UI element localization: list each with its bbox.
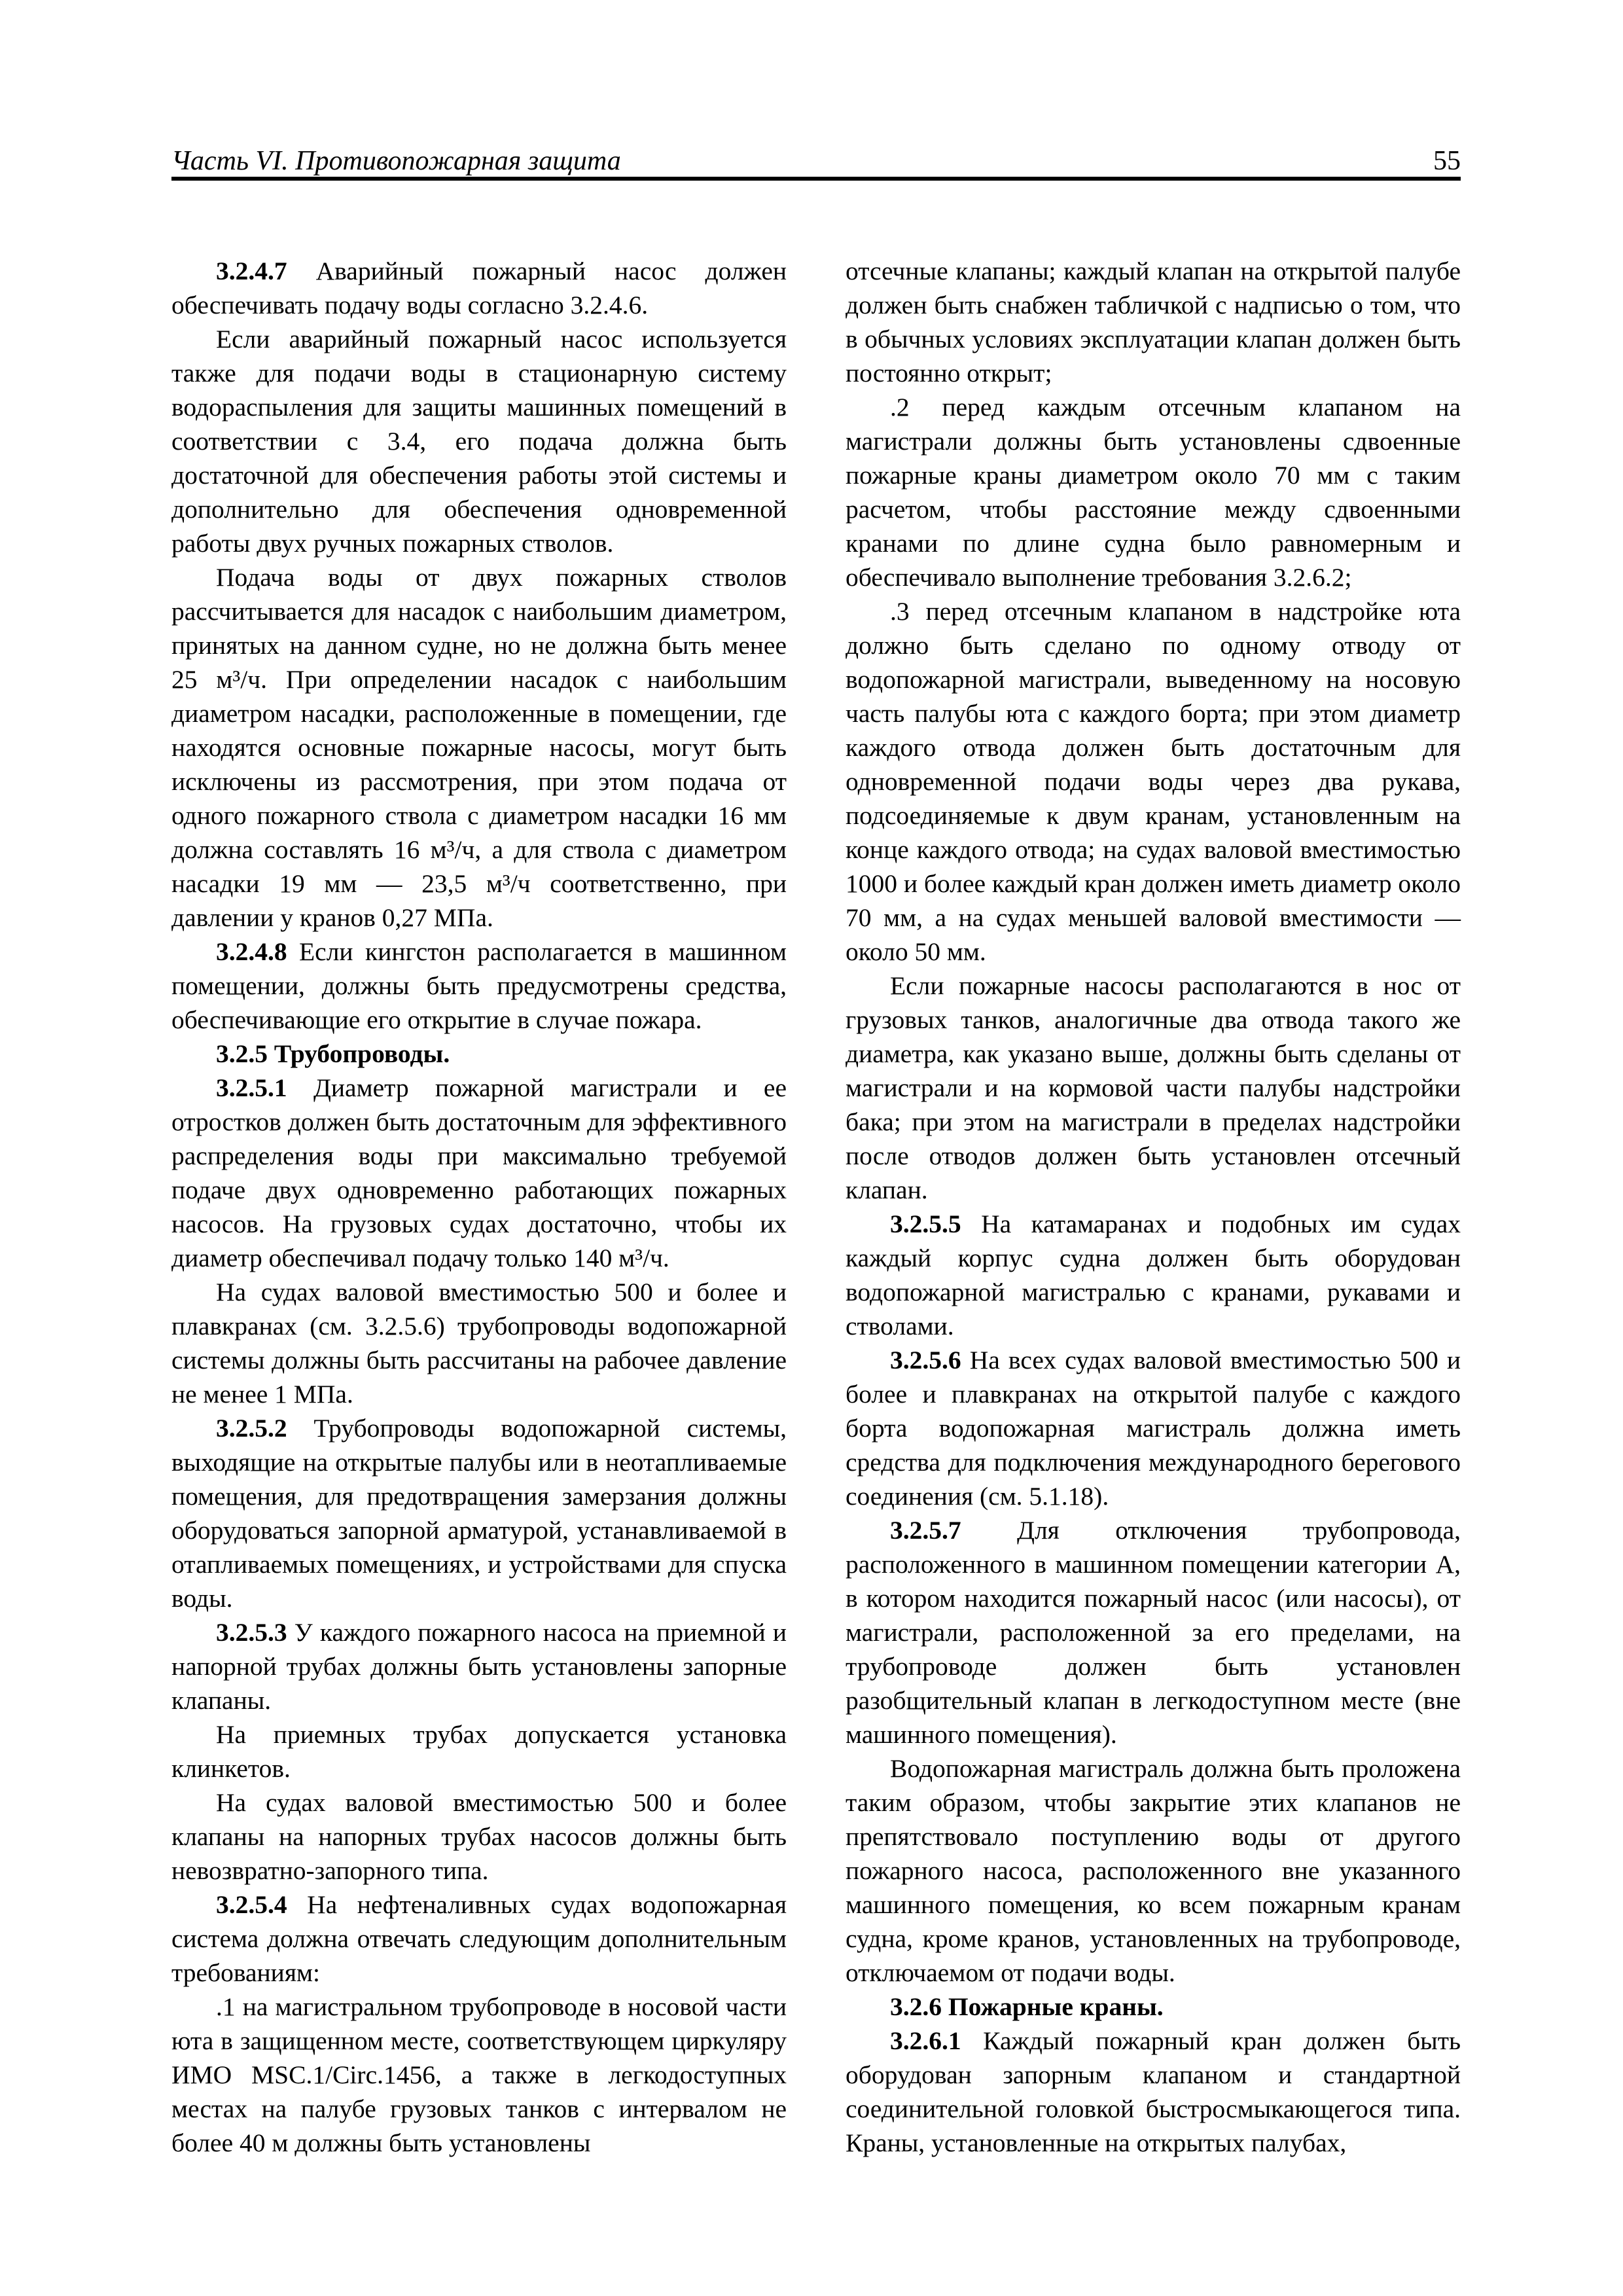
paragraph xyxy=(171,935,787,1037)
paragraph-text: Подача воды от двух пожарных стволов рассчитывается для насадок с наибольшим диаметром, принятых на данном судне, но не должна быть менее 25 м³/ч. При определении насадок с наибольшим диаметром насадки, расположенные в помещении, где находятся основные пожарные насосы, могут быть исключены из рассмотрения, при этом подача от одного пожарного ствола с диаметром насадки 16 мм должна составлять 16 м³/ч, а для ствола с диаметром насадки 19 мм — 23,5 м³/ч соответственно, при давлении у кранов 0,27 МПа. xyxy=(171,563,787,932)
paragraph xyxy=(171,254,787,322)
paragraph xyxy=(171,1411,787,1615)
paragraph xyxy=(171,1888,787,1990)
list-marker: .1 xyxy=(216,1992,236,2021)
paragraph-text: Аварийный пожарный насос должен обеспечивать подачу воды согласно 3.2.4.6. xyxy=(171,257,787,319)
paragraph-number: 3.2.6 xyxy=(890,1992,942,2021)
paragraph-number: 3.2.5.3 xyxy=(216,1618,287,1647)
paragraph-text: Водопожарная магистраль должна быть проложена таким образом, чтобы закрытие этих клапанов не препятствовало поступлению воды от другого пожарного насоса, расположенного вне указанного машинного помещения, ко всем пожарным кранам судна, кроме кранов, установленных на трубопроводе, отключаемом от подачи воды. xyxy=(846,1754,1461,1987)
paragraph-number: 3.2.5.6 xyxy=(890,1346,961,1374)
paragraph-text: У каждого пожарного насоса на приемной и напорной трубах должны быть установлены запорные клапаны. xyxy=(171,1618,787,1715)
paragraph-number: 3.2.5.5 xyxy=(890,1210,961,1238)
paragraph-text: На катамаранах и подобных им судах каждый корпус судна должен быть оборудован водопожарной магистралью с кранами, рукавами и стволами. xyxy=(846,1210,1461,1340)
paragraph-text: На приемных трубах допускается установка клинкетов. xyxy=(171,1720,787,1783)
paragraph xyxy=(171,1071,787,1275)
paragraph xyxy=(846,1751,1461,1990)
list-item xyxy=(171,1990,787,2160)
list-marker: .2 xyxy=(890,393,910,422)
paragraph-number: 3.2.4.8 xyxy=(216,937,287,966)
paragraph-number: 3.2.5.2 xyxy=(216,1414,287,1443)
paragraph xyxy=(171,322,787,560)
paragraph-text: Если кингстон располагается в машинном помещении, должны быть предусмотрены средства, обеспечивающие его открытие в случае пожара. xyxy=(171,937,787,1034)
paragraph-text: перед каждым отсечным клапаном на магистрали должны быть установлены сдвоенные пожарные краны диаметром около 70 мм с таким расчетом, чтобы расстояние между сдвоенными кранами по длине судна было равномерным и обеспечивало выполнение требования 3.2.6.2; xyxy=(846,393,1461,592)
paragraph xyxy=(171,1275,787,1411)
paragraph-text: На судах валовой вместимостью 500 и более и плавкранах (см. 3.2.5.6) трубопроводы водопожарной системы должны быть рассчитаны на рабочее давление не менее 1 МПа. xyxy=(171,1278,787,1408)
section-title: Пожарные краны. xyxy=(942,1992,1164,2021)
paragraph-text: отсечные клапаны; каждый клапан на открытой палубе должен быть снабжен табличкой с надписью о том, что в обычных условиях эксплуатации клапан должен быть постоянно открыт; xyxy=(846,257,1461,387)
paragraph xyxy=(846,1343,1461,1513)
paragraph-text: перед отсечным клапаном в надстройке юта должно быть сделано по одному отводу от водопожарной магистрали, выведенному на носовую часть палубы юта с каждого борта; при этом диаметр каждого отвода должен быть достаточным для одновременной подачи воды через два рукава, подсоединяемые к двум кранам, установленным на конце каждого отвода; на судах валовой вместимостью 1000 и более каждый кран должен иметь диаметр около 70 мм, а на судах меньшей валовой вместимости — около 50 мм. xyxy=(846,597,1461,966)
paragraph-text: Для отключения трубопровода, расположенного в машинном помещении категории А, в котором находится пожарный насос (или насосы), от магистрали, расположенной за его пределами, на трубопроводе должен быть установлен разобщительный клапан в легкодоступном месте (вне машинного помещения). xyxy=(846,1516,1461,1749)
header-rule xyxy=(171,177,1461,181)
paragraph xyxy=(846,2024,1461,2160)
paragraph-number: 3.2.4.7 xyxy=(216,257,287,285)
paragraph-text: Трубопроводы водопожарной системы, выходящие на открытые палубы или в неотапливаемые помещения, для предотвращения замерзания должны оборудоваться запорной арматурой, устанавливаемой в отапливаемых помещениях, и устройствами для спуска воды. xyxy=(171,1414,787,1613)
section-heading xyxy=(846,1990,1461,2024)
paragraph-text: на магистральном трубопроводе в носовой части юта в защищенном месте, соответствующем циркуляру ИМО MSC.1/Circ.1456, а также в легкодоступных местах на палубе грузовых танков с интервалом не более 40 м должны быть установлены xyxy=(171,1992,787,2157)
list-item xyxy=(846,594,1461,969)
list-item xyxy=(846,390,1461,594)
section-title: Трубопроводы. xyxy=(268,1039,450,1068)
paragraph-number: 3.2.5.1 xyxy=(216,1073,287,1102)
paragraph-text: На судах валовой вместимостью 500 и более клапаны на напорных трубах насосов должны быть невозвратно-запорного типа. xyxy=(171,1788,787,1885)
header-title: Часть VI. Противопожарная защита xyxy=(171,146,621,176)
paragraph-number: 3.2.5.7 xyxy=(890,1516,961,1545)
paragraph-text: На всех судах валовой вместимостью 500 и более и плавкранах на открытой палубе с каждого борта водопожарная магистраль должна иметь средства для подключения международного берегового соединения (см. 5.1.18). xyxy=(846,1346,1461,1511)
right-column xyxy=(846,254,1461,2160)
paragraph-number: 3.2.5.4 xyxy=(216,1890,287,1919)
paragraph-text: На нефтеналивных судах водопожарная система должна отвечать следующим дополнительным требованиям: xyxy=(171,1890,787,1987)
paragraph xyxy=(846,1513,1461,1751)
running-header xyxy=(171,143,1461,181)
paragraph xyxy=(171,560,787,935)
paragraph xyxy=(171,1785,787,1888)
paragraph-number: 3.2.6.1 xyxy=(890,2026,961,2055)
paragraph-text: Если аварийный пожарный насос используется также для подачи воды в стационарную систему водораспыления для защиты машинных помещений в соответствии с 3.4, его подача должна быть достаточной для обеспечения работы этой системы и дополнительно для обеспечения одновременной работы двух ручных пожарных стволов. xyxy=(171,325,787,558)
paragraph xyxy=(171,1717,787,1785)
paragraph xyxy=(846,1207,1461,1343)
left-column xyxy=(171,254,787,2160)
paragraph-text: Если пожарные насосы располагаются в нос от грузовых танков, аналогичные два отвода такого же диаметра, как указано выше, должны быть сделаны от магистрали и на кормовой части палубы надстройки бака; при этом на магистрали в пределах надстройки после отводов должен быть установлен отсечный клапан. xyxy=(846,971,1461,1204)
paragraph-number: 3.2.5 xyxy=(216,1039,268,1068)
paragraph-text: Каждый пожарный кран должен быть оборудован запорным клапаном и стандартной соединительной головкой быстросмыкающегося типа. Краны, установленные на открытых палубах, xyxy=(846,2026,1461,2157)
list-marker: .3 xyxy=(890,597,910,626)
section-heading xyxy=(171,1037,787,1071)
paragraph-continuation xyxy=(846,254,1461,390)
page-number: 55 xyxy=(1433,146,1461,176)
paragraph xyxy=(171,1615,787,1717)
paragraph xyxy=(846,969,1461,1207)
paragraph-text: Диаметр пожарной магистрали и ее отростков должен быть достаточным для эффективного распределения воды при максимально требуемой подаче двух одновременно работающих пожарных насосов. На грузовых судах достаточно, чтобы их диаметр обеспечивал подачу только 140 м³/ч. xyxy=(171,1073,787,1272)
